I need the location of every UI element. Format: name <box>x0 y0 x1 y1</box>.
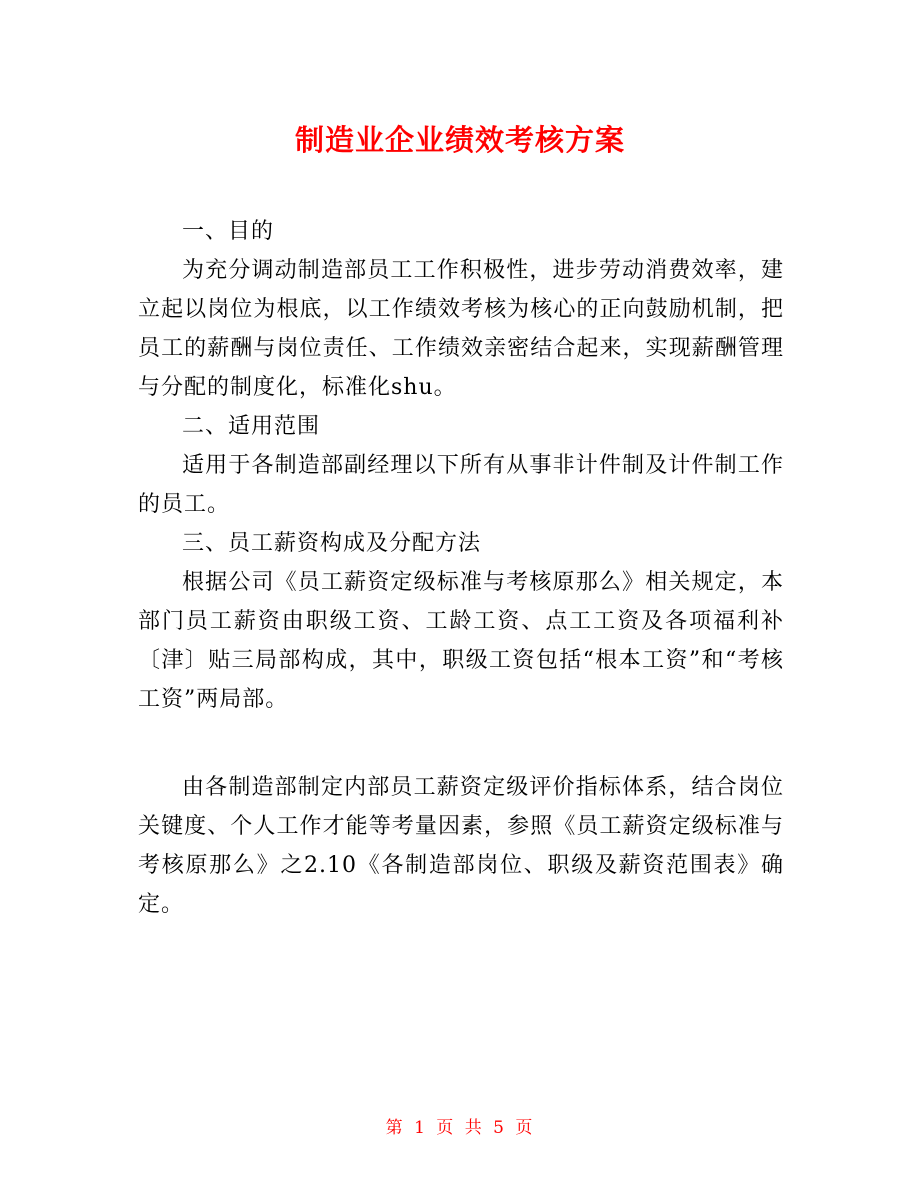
paragraph-salary-grading: 由各制造部制定内部员工薪资定级评价指标体系，结合岗位关键度、个人工作才能等考量因素，参照《员工薪资定级标准与考核原那么》之2.10《各制造部岗位、职级及薪资范围表》确定。 <box>138 775 784 917</box>
paragraph-scope: 适用于各制造部副经理以下所有从事非计件制及计件制工作的员工。 <box>138 453 784 517</box>
page-number-footer: 第 1 页 共 5 页 <box>385 1118 535 1138</box>
document-body <box>138 212 784 924</box>
paragraph-spacer <box>138 719 784 768</box>
document-title: 制造业企业绩效考核方案 <box>294 123 625 157</box>
section-heading-scope: 二、适用范围 <box>182 414 321 439</box>
paragraph-purpose: 为充分调动制造部员工工作积极性，进步劳动消费效率，建立起以岗位为根底，以工作绩效考核为核心的正向鼓励机制，把员工的薪酬与岗位责任、工作绩效亲密结合起来，实现薪酬管理与分配的制度化，标准化shu。 <box>138 258 784 400</box>
section-heading-salary: 三、员工薪资构成及分配方法 <box>182 531 482 556</box>
section-heading-purpose: 一、目的 <box>182 219 275 244</box>
paragraph-salary-composition: 根据公司《员工薪资定级标准与考核原那么》相关规定，本部门员工薪资由职级工资、工龄工资、点工工资及各项福利补〔津〕贴三局部构成，其中，职级工资包括“根本工资”和“考核工资”两局部。 <box>138 570 784 712</box>
